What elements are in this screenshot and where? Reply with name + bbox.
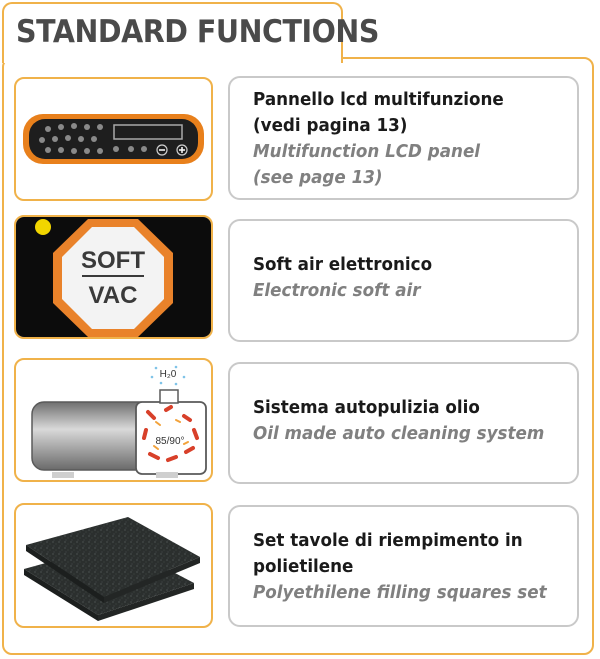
lcd-italian-line-1: Pannello lcd multifunzione (253, 89, 504, 110)
feature-card-filling-plates (228, 505, 579, 627)
soft-vac-image (14, 215, 213, 339)
filling-italian-line-2: polietilene (253, 556, 354, 577)
soft-vac-icon (16, 217, 211, 337)
soft-vac-bottom-label: VAC (88, 282, 138, 309)
lcd-panel-image (14, 77, 213, 201)
temperature-label: 85/90° (155, 436, 185, 447)
page-title: STANDARD FUNCTIONS (16, 14, 379, 50)
lcd-english-line-1: Multifunction LCD panel (253, 141, 481, 162)
feature-card-lcd (228, 76, 579, 200)
oil-cleaning-english: Oil made auto cleaning system (253, 423, 545, 444)
lcd-italian-line-2: (vedi pagina 13) (253, 115, 408, 136)
lcd-english-line-2: (see page 13) (253, 167, 383, 188)
filling-plates-image (14, 503, 213, 628)
feature-card-soft-air (228, 219, 579, 342)
filling-english: Polyethilene filling squares set (253, 582, 547, 603)
filling-plates-icon (16, 505, 211, 626)
soft-vac-top-label: SOFT (81, 247, 145, 274)
oil-cleaning-italian: Sistema autopulizia olio (253, 397, 480, 418)
oil-cleaning-image (14, 358, 213, 482)
feature-card-oil-cleaning (228, 362, 579, 484)
title-tab (2, 2, 379, 63)
soft-air-english: Electronic soft air (253, 280, 421, 301)
lcd-control-panel-icon (16, 79, 211, 199)
oil-self-cleaning-pump-icon (16, 360, 211, 480)
water-label: H₂0 (159, 369, 177, 380)
filling-italian-line-1: Set tavole di riempimento in (253, 530, 523, 551)
soft-air-italian: Soft air elettronico (253, 254, 433, 275)
